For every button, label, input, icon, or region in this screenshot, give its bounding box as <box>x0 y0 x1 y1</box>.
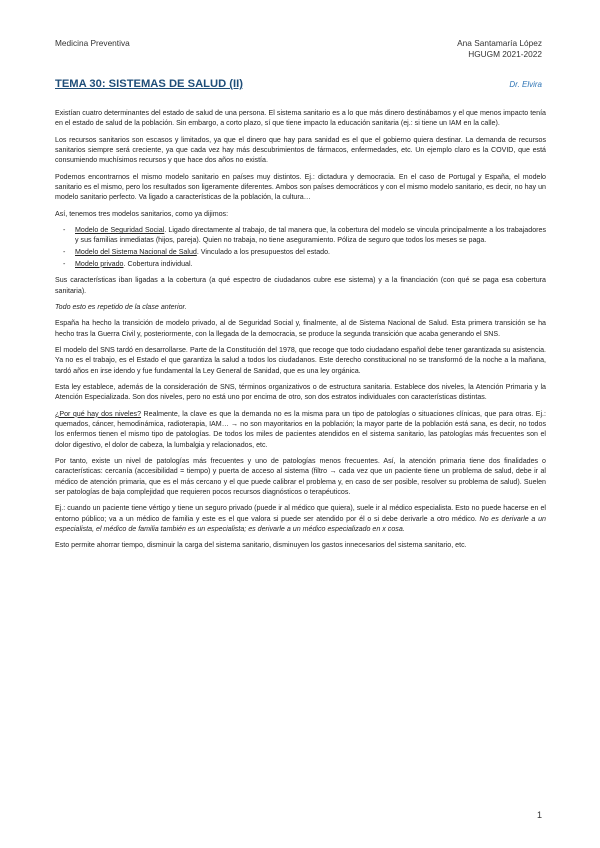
paragraph-primary-care: Por tanto, existe un nivel de patologías más frecuentes y uno de patologías menos frecuentes. Así, la atención primaria tiene dos finalidades o características: cercanía (accesibilidad = tiempo) y puerta de acceso al sistema (filtro → cada vez que un paciente tiene un problema de salud, debe ir al médico de atención primaria, que es el más cercano y el que puede calibrar el problema y, en caso de ser posible, resolver su problema de salud). Suelen ser patologías de baja complejidad que requieren pocos recursos diagnósticos o terapéuticos. <box>55 456 546 496</box>
list-item-social-security <box>55 225 546 246</box>
why-question: ¿Por qué hay dos niveles? <box>55 409 142 418</box>
vertigo-italic: No es derivarle a un especialista, el médico de familia también es un especialista; es derivarle a un médico especializado en x cosa. <box>55 514 546 533</box>
paragraph-why-two-levels <box>55 409 546 450</box>
vertigo-text: Ej.: cuando un paciente tiene vértigo y tiene un seguro privado (puede ir al médico que quiera), suele ir al médico especialista. Esto no puede hacerse en el entorno público; va a un médico de familia y este es el que valora si puede ser atendido por él o si debe derivarle a otro médico. <box>55 504 546 523</box>
document-body <box>55 108 546 557</box>
model-name: Modelo del Sistema Nacional de Salud <box>75 248 197 257</box>
model-description: . Ligado directamente al trabajo, de tal manera que, la cobertura del modelo se vincula principalmente a los trabajadores y sus familias inmediatas (hijos, pareja). Quien no trabaja, no tiene aseguramiento. Póliza de seguro que todos los meses se paga. <box>75 226 546 245</box>
models-list <box>55 225 546 269</box>
paragraph-three-models-intro: Así, tenemos tres modelos sanitarios, como ya dijimos: <box>55 209 229 218</box>
list-item-national-health <box>55 247 546 257</box>
paragraph-characteristics: Sus características iban ligadas a la cobertura (a qué espectro de ciudadanos cubre ese sistema) y a la financiación (con qué se paga esa cobertura sanitaria). <box>55 276 546 295</box>
italic-note: Todo esto es repetido de la clase anterior. <box>55 302 187 311</box>
model-name: Modelo privado <box>75 259 124 268</box>
paragraph-vertigo-example <box>55 503 546 534</box>
paragraph-determinants: Existían cuatro determinantes del estado de salud de una persona. El sistema sanitario es a lo que más dinero destinábamos y el que menos impacto tenía en el estado de salud de la población. Sin embargo, a corto plazo, sí que tiene impacto la educación sanitaria (ej.: si tiene un IAM en la calle). <box>55 109 546 128</box>
paragraph-sns-model: El modelo del SNS tardó en desarrollarse. Parte de la Constitución del 1978, que recoge que todo ciudadano español debe tener garantizada su asistencia. Ya no es el trabajo, es el Estado el que garantiza la salud a todos los ciudadanos. Este derecho constitucional no se transformó de la noche a la mañana, tardó años en irse idendo y fue fundamental la Ley General de Sanidad, que es una ley orgánica. <box>55 346 546 375</box>
model-name: Modelo de Seguridad Social <box>75 226 165 235</box>
paragraph-resources: Los recursos sanitarios son escasos y limitados, ya que el dinero que hay para sanidad es el que el gobierno quiera destinar. La demanda de recursos sanitarios siempre será creciente, ya que cada vez hay más descubrimientos de fármacos, enfermedades, etc. Un ejemplo claro es la COVID, que está consumiendo muchísimos recursos y que hace dos años no existía. <box>55 135 546 165</box>
header-author-block <box>457 38 542 60</box>
page-title: TEMA 30: SISTEMAS DE SALUD (II) <box>55 78 243 90</box>
paragraph-law-levels: Esta ley establece, además de la consideración de SNS, términos organizativos o de estructura sanitaria. Establece dos niveles, la Atención Primaria y la Atención Especializada. Son dos niveles, pero no está uno por encima de otro, son dos estratos individuales con características distintas. <box>55 382 546 402</box>
paragraph-benefits: Esto permite ahorrar tiempo, disminuir la carga del sistema sanitario, disminuyen los gastos innecesarios del sistema sanitario, etc. <box>55 541 467 550</box>
model-description: . Cobertura individual. <box>123 259 193 268</box>
lecturer-name: Dr. Elvira <box>509 80 542 89</box>
header-course: HGUGM 2021-2022 <box>468 49 542 59</box>
title-row <box>55 78 542 94</box>
list-item-private <box>55 259 546 269</box>
why-answer: Realmente, la clave es que la demanda no es la misma para un tipo de patologías o situaciones clínicas, que para otras. Ej.: quemados, cáncer, hemodinámica, radioterapia, IAM… → no son mayoritarios en la población; la mayor parte de la población está sana, es decir, no todos los enfermos tienen el mismo tipo de patologías. De todos los miles de pacientes atendidos en el sistema sanitario, las patologías más frecuentes son el dolor digestivo, el dolor de cabeza, la lumbalgia y relacionados, etc. <box>55 409 546 449</box>
header-author-name: Ana Santamaría López <box>457 38 542 48</box>
page-number: 1 <box>536 810 542 820</box>
model-description: . Vinculado a los presupuestos del estado. <box>196 248 331 257</box>
paragraph-models-countries: Podemos encontrarnos el mismo modelo sanitario en países muy distintos. Ej.: dictadura y democracia. En el caso de Portugal y España, el modelo sanitario es el mismo, pero los resultados son ligeramente diferentes. Ambos son países democráticos y con el mismo modelo sanitario, es decir, no hay un modelo sanitario perfecto. Va ligado a características de la población, la cultura… <box>55 172 546 202</box>
header-subject: Medicina Preventiva <box>55 38 130 48</box>
paragraph-spain-transition: España ha hecho la transición de modelo privado, al de Seguridad Social y, finalmente, al de Sistema Nacional de Salud. Esta primera transición se ha hecho tras la Guerra Civil y, posteriormente, con la llegada de la democracia, se produce la segunda transición que acaba generando el SNS. <box>55 319 546 338</box>
